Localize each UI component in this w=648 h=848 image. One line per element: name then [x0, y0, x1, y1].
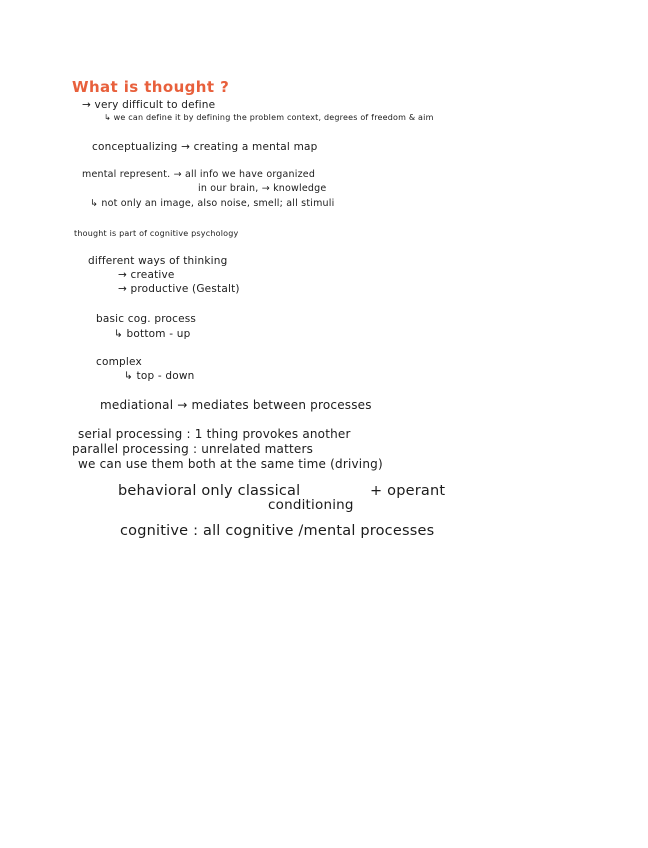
- note-line: conceptualizing → creating a mental map: [92, 141, 318, 153]
- note-line: thought is part of cognitive psychology: [74, 229, 239, 238]
- note-line: → creative: [118, 269, 175, 281]
- note-line: → very difficult to define: [82, 99, 216, 111]
- note-line: basic cog. process: [96, 313, 197, 325]
- note-line: ↳ not only an image, also noise, smell; all stimuli: [90, 198, 335, 209]
- note-line: parallel processing : unrelated matters: [72, 442, 314, 456]
- note-line: → productive (Gestalt): [118, 283, 240, 295]
- note-line: we can use them both at the same time (driving): [78, 457, 383, 471]
- note-line: mediational → mediates between processes: [100, 398, 372, 412]
- note-line: cognitive : all cognitive /mental processes: [120, 523, 435, 539]
- note-title: What is thought ?: [72, 78, 230, 96]
- note-line: serial processing : 1 thing provokes another: [78, 427, 351, 441]
- note-line: ↳ we can define it by defining the problem context, degrees of freedom & aim: [104, 113, 434, 122]
- note-line: in our brain, → knowledge: [198, 183, 327, 194]
- note-line: ↳ top - down: [124, 370, 195, 382]
- note-line: mental represent. → all info we have organized: [82, 169, 316, 180]
- note-line: ↳ bottom - up: [114, 328, 191, 340]
- note-line: behavioral only classical: [118, 483, 301, 499]
- note-line: + operant: [370, 483, 446, 499]
- note-line: complex: [96, 356, 142, 368]
- note-line: conditioning: [268, 497, 354, 513]
- note-line: different ways of thinking: [88, 255, 228, 267]
